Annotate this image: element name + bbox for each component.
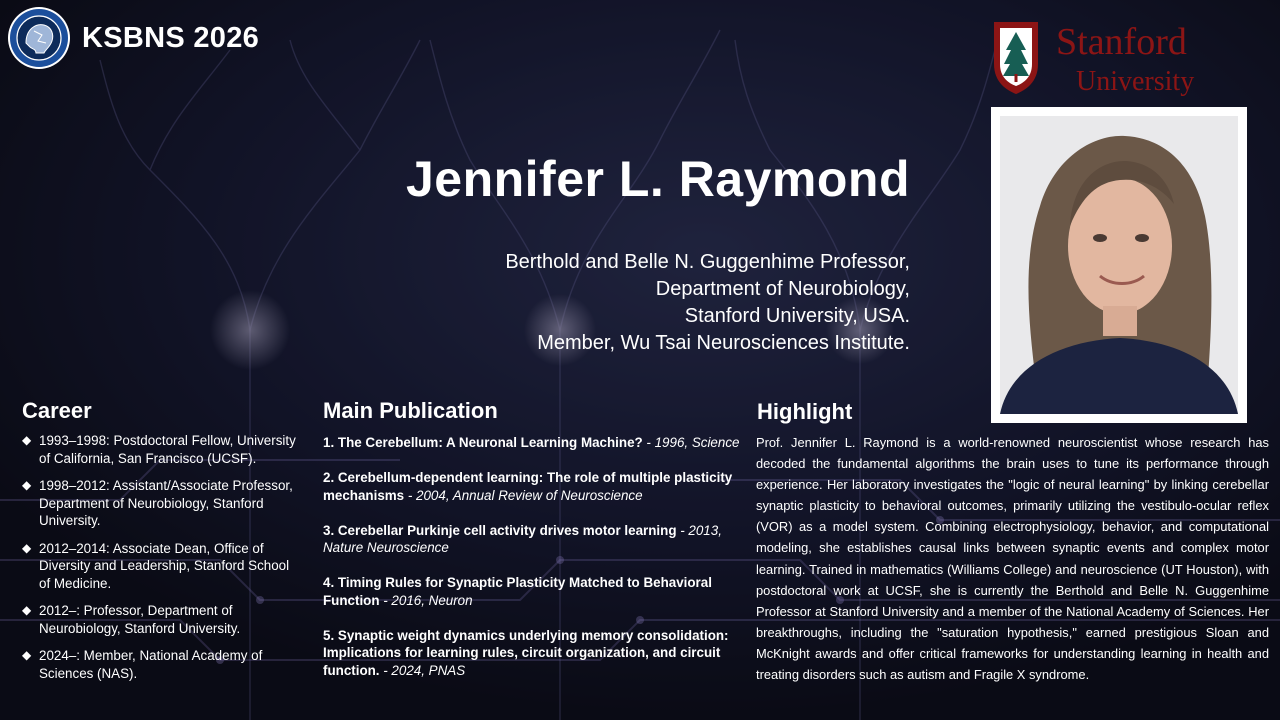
publication-meta: - 1996, Science	[642, 435, 740, 450]
career-item	[22, 647, 297, 682]
highlight-text: Prof. Jennifer L. Raymond is a world-renowned neuroscientist whose research has decoded the fundamental algorithms the brain uses to tune its performance through experience. Her laboratory investigates the "logic of neural learning" by linking cerebellar synaptic plasticity to behavioral outcomes, primarily utilizing the vestibulo-ocular reflex (VOR) as a model system. Combining electrophysiology, behavior, and computational modeling, she establishes causal links between synaptic events and complex motor learning. Trained in mathematics (Williams College) and neuroscience (UT Houston), with postdoctoral work at UCSF, she is currently the Berthold and Belle N. Guggenhime Professor at Stanford University and a member of the National Academy of Sciences. Her breakthroughs, including the "saturation hypothesis," earned prestigious Sloan and McKnight awards and offer critical frameworks for understanding learning in health and treating disorders such as autism and Fragile X syndrome.	[756, 435, 1269, 683]
publication-title: 4. Timing Rules for Synaptic Plasticity Matched to Behavioral Function	[323, 575, 712, 608]
highlight-heading: Highlight	[757, 399, 853, 424]
publication-meta: - 2013, Nature Neuroscience	[323, 522, 722, 555]
career-item	[22, 477, 297, 530]
publication-item	[323, 522, 748, 557]
publication-meta: - 2016, Neuron	[379, 592, 473, 608]
diamond-bullet-icon: ◆	[22, 433, 32, 447]
publication-item	[323, 574, 748, 609]
publication-title: 1. The Cerebellum: A Neuronal Learning Machine?	[323, 435, 643, 450]
stanford-wordmark: Stanford	[1056, 21, 1187, 63]
university-wordmark: University	[1076, 66, 1195, 97]
publication-item	[323, 434, 748, 452]
ksbns-logo	[6, 5, 72, 71]
publication-meta: - 2024, PNAS	[379, 662, 466, 678]
affiliation-line: Stanford University, USA.	[684, 305, 910, 327]
career-heading: Career	[22, 398, 92, 423]
career-item	[22, 540, 297, 593]
publication-list	[323, 434, 748, 697]
career-list	[22, 432, 297, 692]
affiliation-line: Berthold and Belle N. Guggenhime Professor,	[505, 251, 910, 273]
career-item	[22, 602, 297, 637]
speaker-portrait	[991, 107, 1247, 423]
publication-title: 5. Synaptic weight dynamics underlying memory consolidation: Implications for learning rules, circuit organization, and circuit function.	[323, 627, 729, 678]
diamond-bullet-icon: ◆	[22, 478, 32, 492]
speaker-name: Jennifer L. Raymond	[405, 151, 910, 207]
affiliation-line: Member, Wu Tsai Neurosciences Institute.	[537, 332, 910, 354]
stanford-university-logo	[992, 14, 1242, 100]
publication-item	[323, 469, 748, 504]
career-item-text: 2012–2014: Associate Dean, Office of Diversity and Leadership, Stanford School of Medicine.	[39, 540, 290, 591]
publication-meta: - 2004, Annual Review of Neuroscience	[404, 487, 643, 503]
speaker-affiliations	[380, 249, 910, 357]
diamond-bullet-icon: ◆	[22, 648, 32, 662]
career-item-text: 1998–2012: Assistant/Associate Professor, Department of Neurobiology, Stanford University.	[39, 478, 293, 528]
diamond-bullet-icon: ◆	[22, 540, 32, 555]
publication-heading: Main Publication	[323, 398, 498, 423]
diamond-bullet-icon: ◆	[22, 603, 32, 617]
career-item-text: 1993–1998: Postdoctoral Fellow, University of California, San Francisco (UCSF).	[39, 433, 296, 466]
publication-title: 3. Cerebellar Purkinje cell activity drives motor learning	[323, 522, 677, 538]
publication-item	[323, 627, 748, 680]
publication-title: 2. Cerebellum-dependent learning: The role of multiple plasticity mechanisms	[323, 470, 733, 503]
career-item-text: 2024–: Member, National Academy of Sciences (NAS).	[39, 648, 263, 681]
conference-title: KSBNS 2026	[82, 22, 260, 54]
career-item	[22, 432, 297, 467]
affiliation-line: Department of Neurobiology,	[655, 278, 910, 300]
career-item-text: 2012–: Professor, Department of Neurobiology, Stanford University.	[39, 603, 241, 636]
